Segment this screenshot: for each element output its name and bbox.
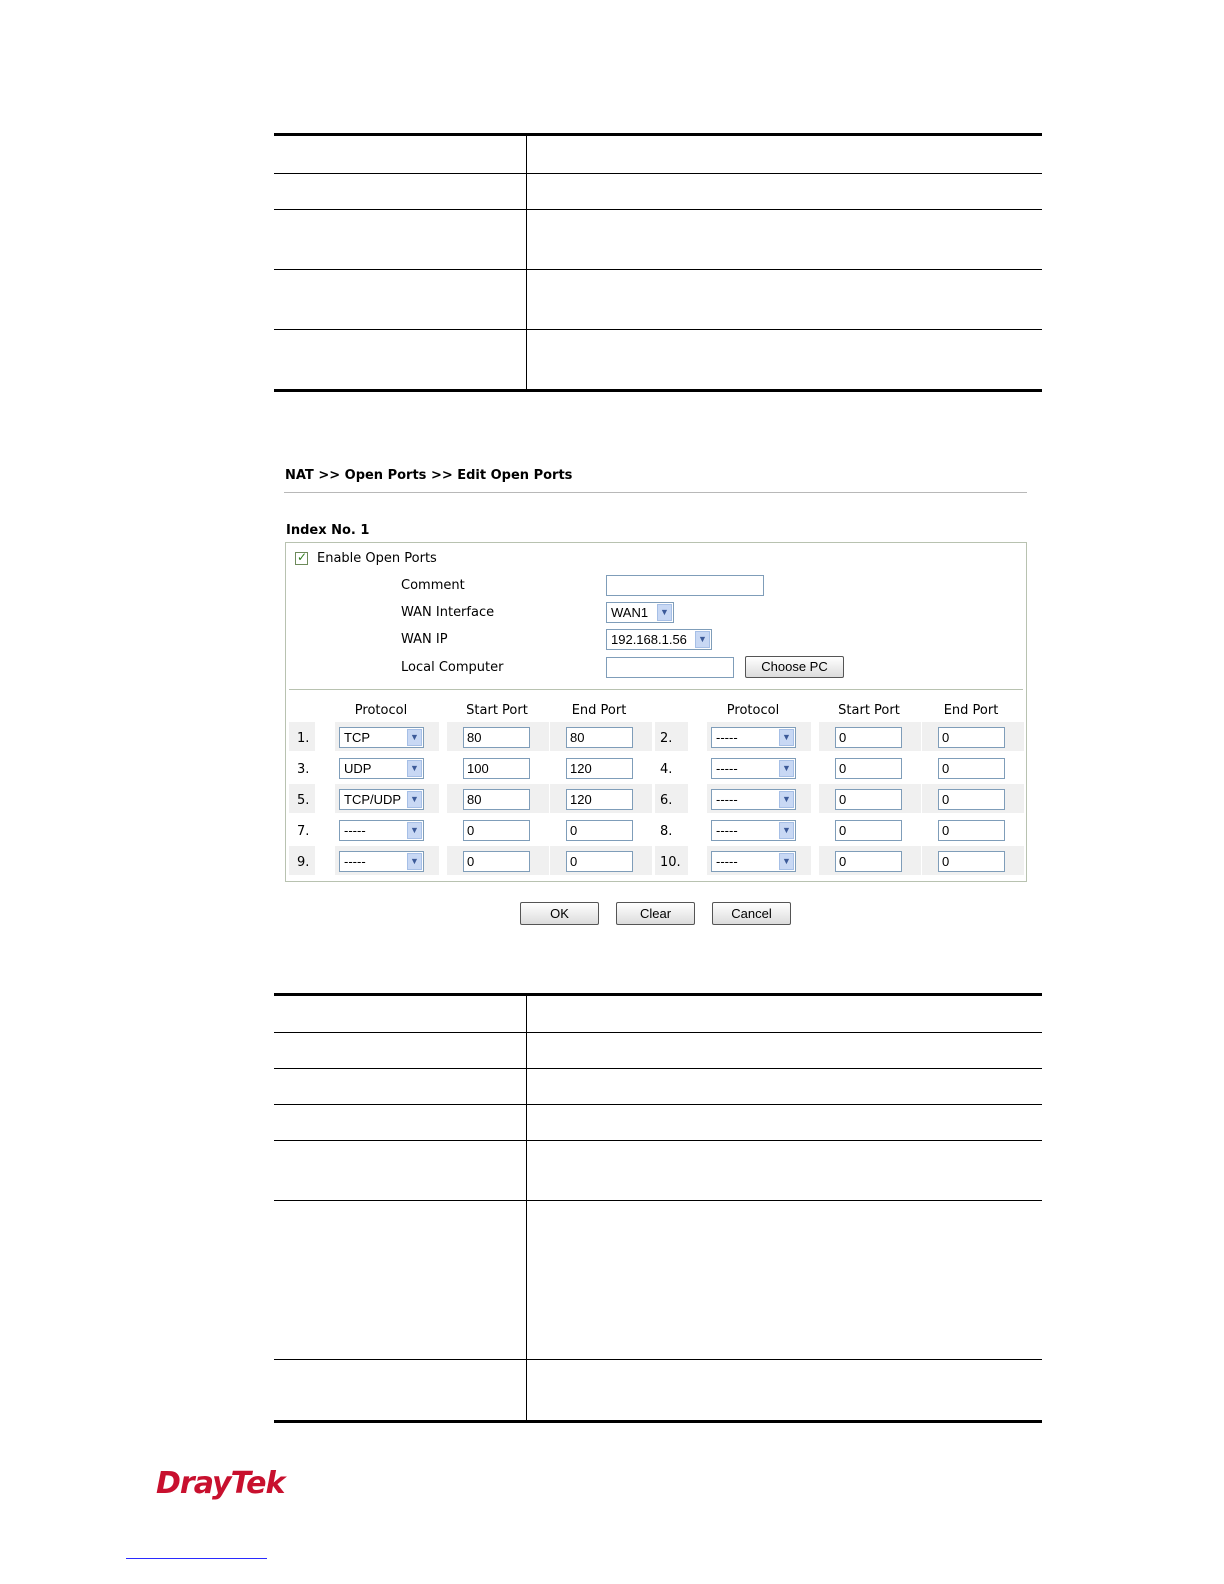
protocol-select[interactable] — [339, 789, 424, 810]
row-number: 3. — [297, 762, 310, 777]
table-row-line — [274, 329, 1042, 330]
table-row-line — [274, 1200, 1042, 1201]
table-row-line — [274, 1359, 1042, 1360]
protocol-value: ----- — [716, 854, 738, 869]
start-port-input[interactable] — [463, 820, 530, 841]
end-port-input[interactable] — [938, 758, 1005, 779]
chevron-down-icon: ▼ — [407, 822, 422, 839]
col-header-start-port: Start Port — [466, 703, 528, 718]
protocol-select[interactable] — [339, 758, 424, 779]
col-header-protocol: Protocol — [354, 703, 408, 718]
chevron-down-icon: ▼ — [407, 760, 422, 777]
row-number: 5. — [297, 793, 310, 808]
col-header-end-port: End Port — [943, 703, 999, 718]
protocol-value: ----- — [344, 854, 366, 869]
chevron-down-icon: ▼ — [407, 729, 422, 746]
start-port-input[interactable] — [835, 758, 902, 779]
wan-ip-select[interactable] — [606, 629, 712, 650]
chevron-down-icon: ▼ — [407, 791, 422, 808]
end-port-input[interactable] — [566, 789, 633, 810]
footer-link-underline — [126, 1558, 267, 1559]
row-number: 8. — [660, 824, 673, 839]
index-label: Index No. 1 — [286, 523, 370, 538]
table-row-line — [274, 1140, 1042, 1141]
end-port-input[interactable] — [938, 789, 1005, 810]
end-port-input[interactable] — [938, 820, 1005, 841]
table-row-line — [274, 1068, 1042, 1069]
breadcrumb-divider — [284, 492, 1027, 493]
protocol-select[interactable] — [339, 820, 424, 841]
protocol-value: ----- — [716, 761, 738, 776]
protocol-select[interactable] — [339, 851, 424, 872]
protocol-value: TCP — [344, 730, 370, 745]
protocol-value: ----- — [716, 823, 738, 838]
local-computer-label: Local Computer — [401, 660, 504, 675]
end-port-input[interactable] — [938, 851, 1005, 872]
comment-label: Comment — [401, 578, 465, 593]
table-row-line — [274, 209, 1042, 210]
ok-button[interactable]: OK — [520, 902, 599, 925]
wan-interface-value: WAN1 — [611, 605, 649, 620]
wan-ip-label: WAN IP — [401, 632, 448, 647]
wan-ip-value: 192.168.1.56 — [611, 632, 687, 647]
wan-interface-label: WAN Interface — [401, 605, 495, 620]
row-number: 4. — [660, 762, 673, 777]
bottom-doc-table — [274, 993, 1042, 1423]
start-port-input[interactable] — [835, 727, 902, 748]
wan-interface-select[interactable] — [606, 602, 674, 623]
chevron-down-icon: ▼ — [407, 853, 422, 870]
breadcrumb: NAT >> Open Ports >> Edit Open Ports — [285, 468, 573, 483]
col-header-start-port: Start Port — [838, 703, 900, 718]
row-number: 7. — [297, 824, 310, 839]
table-row-line — [274, 1032, 1042, 1033]
start-port-input[interactable] — [835, 851, 902, 872]
chevron-down-icon: ▼ — [657, 604, 672, 621]
chevron-down-icon: ▼ — [779, 791, 794, 808]
chevron-down-icon: ▼ — [779, 853, 794, 870]
protocol-select[interactable] — [711, 789, 796, 810]
enable-open-ports-label: Enable Open Ports — [317, 551, 437, 566]
draytek-logo: DrayTek — [156, 1466, 285, 1501]
chevron-down-icon: ▼ — [779, 760, 794, 777]
end-port-input[interactable] — [938, 727, 1005, 748]
panel-divider — [289, 689, 1023, 690]
end-port-input[interactable] — [566, 820, 633, 841]
start-port-input[interactable] — [835, 789, 902, 810]
protocol-select[interactable] — [339, 727, 424, 748]
checkmark-icon: ✓ — [297, 550, 308, 564]
clear-button[interactable]: Clear — [616, 902, 695, 925]
protocol-value: TCP/UDP — [344, 792, 402, 807]
choose-pc-button[interactable]: Choose PC — [745, 656, 844, 678]
protocol-select[interactable] — [711, 820, 796, 841]
start-port-input[interactable] — [463, 851, 530, 872]
start-port-input[interactable] — [463, 727, 530, 748]
start-port-input[interactable] — [463, 789, 530, 810]
table-row-line — [274, 269, 1042, 270]
end-port-input[interactable] — [566, 851, 633, 872]
local-computer-input[interactable] — [606, 657, 734, 678]
comment-input[interactable] — [606, 575, 764, 596]
protocol-value: UDP — [344, 761, 372, 776]
protocol-select[interactable] — [711, 758, 796, 779]
protocol-value: ----- — [716, 792, 738, 807]
end-port-input[interactable] — [566, 727, 633, 748]
protocol-select[interactable] — [711, 727, 796, 748]
row-number: 2. — [660, 731, 673, 746]
chevron-down-icon: ▼ — [695, 631, 710, 648]
table-row-line — [274, 173, 1042, 174]
top-doc-table — [274, 133, 1042, 392]
col-header-end-port: End Port — [571, 703, 627, 718]
chevron-down-icon: ▼ — [779, 822, 794, 839]
row-number: 10. — [660, 855, 681, 870]
protocol-value: ----- — [716, 730, 738, 745]
protocol-value: ----- — [344, 823, 366, 838]
table-divider — [526, 996, 527, 1420]
end-port-input[interactable] — [566, 758, 633, 779]
chevron-down-icon: ▼ — [779, 729, 794, 746]
row-number: 6. — [660, 793, 673, 808]
start-port-input[interactable] — [835, 820, 902, 841]
start-port-input[interactable] — [463, 758, 530, 779]
cancel-button[interactable]: Cancel — [712, 902, 791, 925]
protocol-select[interactable] — [711, 851, 796, 872]
row-number: 9. — [297, 855, 310, 870]
col-header-protocol: Protocol — [726, 703, 780, 718]
enable-open-ports-checkbox[interactable] — [295, 552, 308, 565]
row-number: 1. — [297, 731, 310, 746]
table-row-line — [274, 1104, 1042, 1105]
